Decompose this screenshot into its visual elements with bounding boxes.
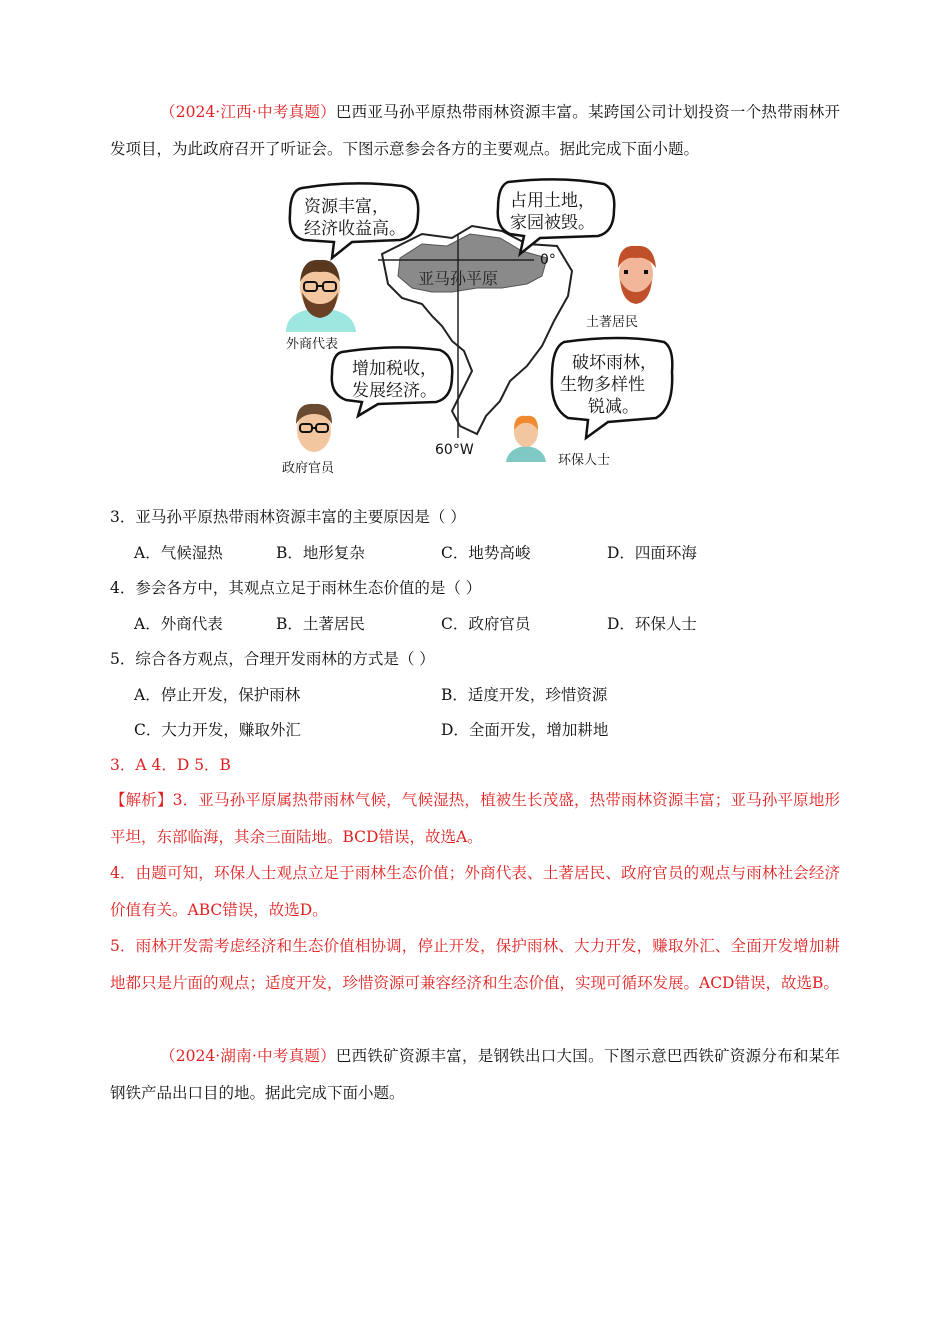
native-resident-avatar [618,246,656,304]
question-4-stem: 4．参会各方中，其观点立足于雨林生态价值的是（ ） [110,579,482,597]
q4-option-d[interactable]: D．环保人士 [607,615,697,633]
meridian-label: 60°W [435,442,474,458]
q5-option-a[interactable]: A．停止开发，保护雨林 [134,686,301,704]
question-3-options [134,538,834,568]
q3-option-d[interactable]: D．四面环海 [607,544,697,562]
role-native-label: 土著居民 [586,315,639,330]
answer-key: 3．A 4．D 5．B [110,756,231,774]
analysis-paragraph-3 [110,782,840,856]
q3-option-a[interactable]: A．气候湿热 [134,544,223,562]
analysis-text-3: 3．亚马孙平原属热带雨林气候，气候湿热，植被生长茂盛，热带雨林资源丰富；亚马孙平原地形平坦，东部临海，其余三面陆地。BCD错误，故选A。 [110,791,840,846]
question-5-options-row-2 [134,715,834,745]
bubble-foreign-line-2: 经济收益高。 [304,219,406,239]
map-region-label: 亚马孙平原 [418,269,499,288]
question-5-stem: 5．综合各方观点，合理开发雨林的方式是（ ） [110,650,435,668]
intro-paragraph-2 [110,1038,840,1112]
q5-option-c[interactable]: C．大力开发，赚取外汇 [134,721,301,739]
q3-option-b[interactable]: B．地形复杂 [276,544,365,562]
bubble-native-line-2: 家园被毁。 [510,213,595,233]
government-official-avatar [296,404,332,452]
intro-text-1: 巴西亚马孙平原热带雨林资源丰富。某跨国公司计划投资一个热带雨林开发项目，为此政府召开了听证会。下图示意参会各方的主要观点。据此完成下面小题。 [110,103,840,158]
question-3-stem: 3．亚马孙平原热带雨林资源丰富的主要原因是（ ） [110,508,466,526]
q3-option-c[interactable]: C．地势高峻 [441,544,531,562]
hearing-opinions-figure [272,176,692,476]
equator-label: 0° [540,252,556,268]
source-tag-1: （2024·江西·中考真题） [160,103,336,121]
source-tag-2: （2024·湖南·中考真题） [160,1047,336,1065]
bubble-gov-line-2: 发展经济。 [352,381,437,401]
q4-option-b[interactable]: B．土著居民 [276,615,365,633]
environmentalist-avatar [506,416,546,462]
bubble-native-line-1: 占用土地， [510,191,595,211]
bubble-env-line-3: 锐减。 [588,397,639,417]
question-5-options-row-1 [134,680,834,710]
bubble-foreign-line-1: 资源丰富， [304,197,389,217]
role-foreign-label: 外商代表 [286,337,339,352]
question-4-options [134,609,834,639]
foreign-rep-avatar [286,260,356,332]
analysis-paragraph-5: 5．雨林开发需考虑经济和生态价值相协调，停止开发，保护雨林、大力开发，赚取外汇、全面开发增加耕地都只是片面的观点；适度开发，珍惜资源可兼容经济和生态价值，实现可循环发展。ACD错误，故选B。 [110,937,840,992]
analysis-tag: 【解析】 [110,791,173,809]
analysis-paragraph-4: 4．由题可知，环保人士观点立足于雨林生态价值；外商代表、土著居民、政府官员的观点与雨林社会经济价值有关。ABC错误，故选D。 [110,864,840,919]
intro-text-2: 巴西铁矿资源丰富，是钢铁出口大国。下图示意巴西铁矿资源分布和某年钢铁产品出口目的地。据此完成下面小题。 [110,1047,840,1102]
q4-option-c[interactable]: C．政府官员 [441,615,531,633]
role-env-label: 环保人士 [558,453,611,468]
intro-paragraph-1 [110,94,840,168]
role-gov-label: 政府官员 [282,461,335,476]
bubble-env-line-1: 破坏雨林， [572,353,657,373]
q5-option-d[interactable]: D．全面开发，增加耕地 [441,721,609,739]
q4-option-a[interactable]: A．外商代表 [134,615,223,633]
bubble-gov-line-1: 增加税收， [352,359,437,379]
figure-svg [272,176,692,476]
bubble-env-line-2: 生物多样性 [560,375,645,395]
q5-option-b[interactable]: B．适度开发，珍惜资源 [441,686,608,704]
